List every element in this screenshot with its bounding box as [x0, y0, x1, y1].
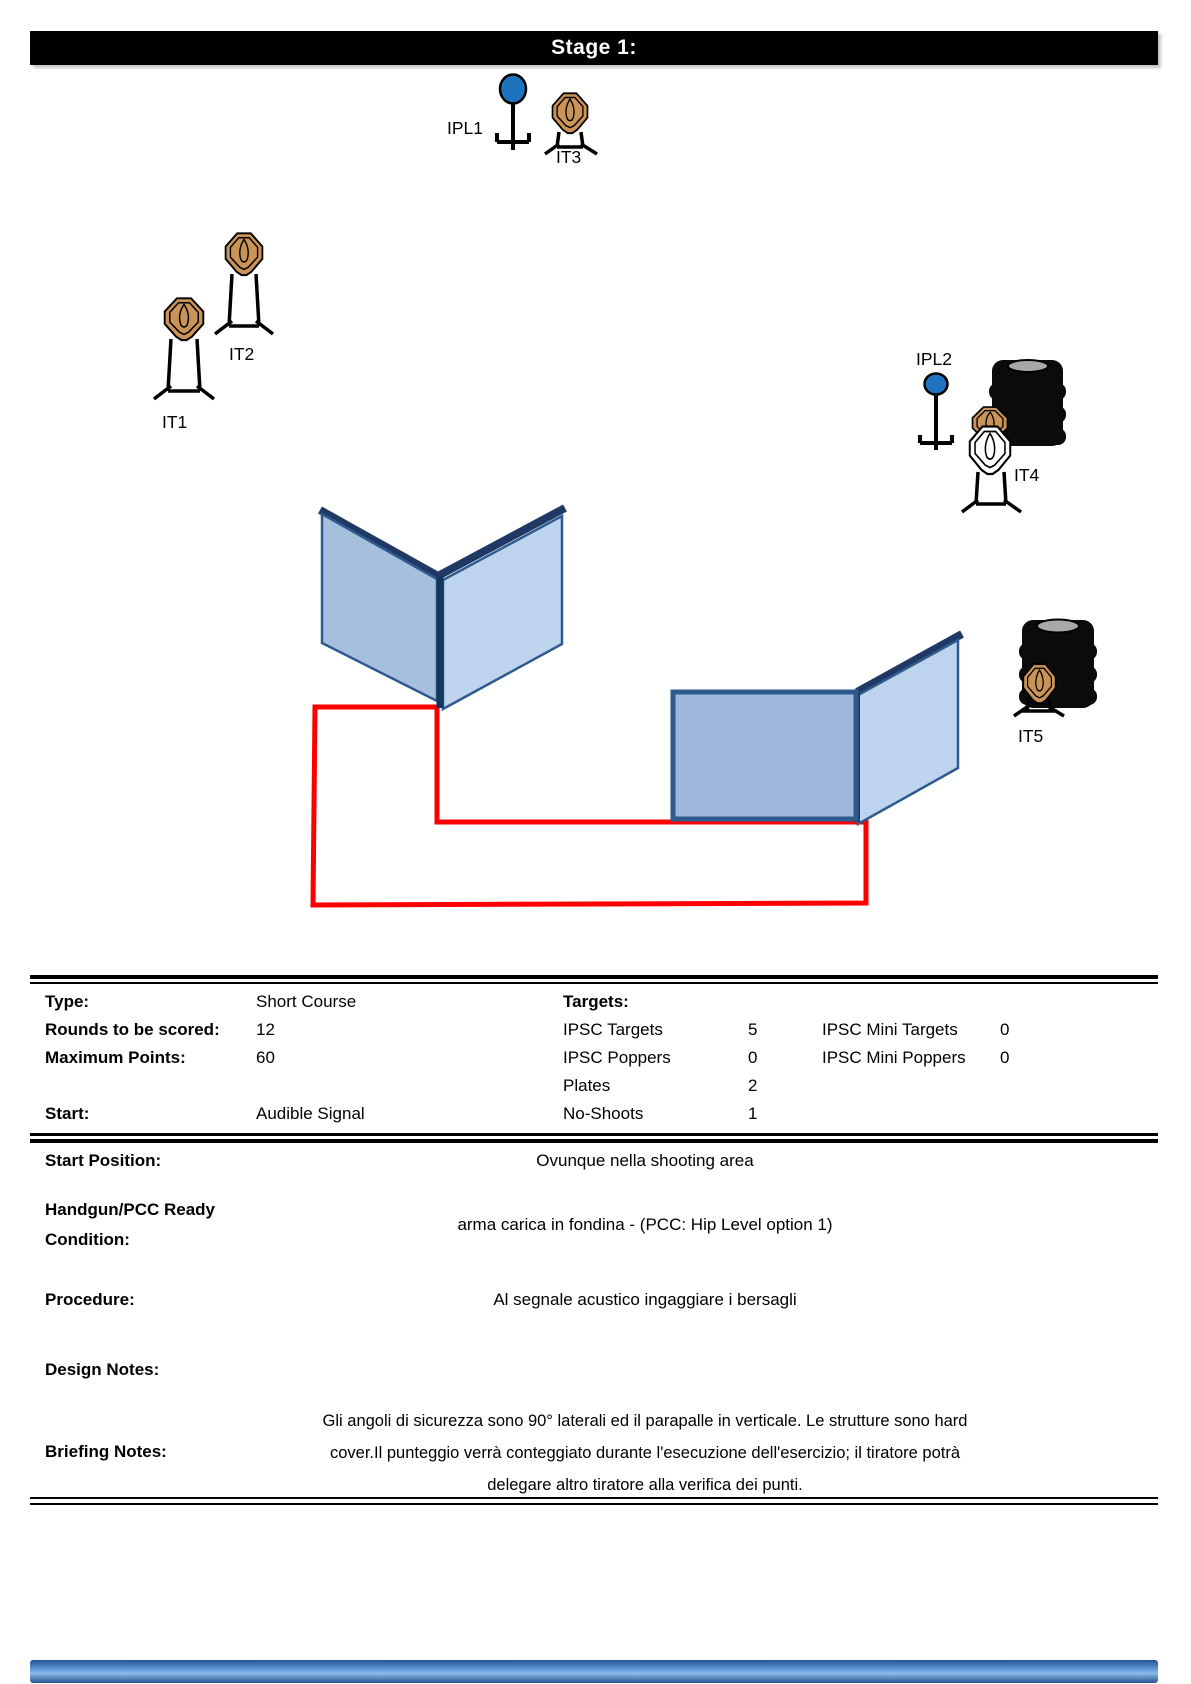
ipsc-target-head	[226, 233, 263, 275]
targets-header: Targets:	[563, 992, 629, 1011]
popper-stand	[497, 103, 529, 150]
target-count: 0	[1000, 1048, 1010, 1067]
row-value: 60	[256, 1048, 275, 1067]
label-ipl1: IPL1	[447, 118, 483, 138]
label-it3: IT3	[556, 147, 582, 167]
wall-right-angled-panel	[858, 640, 958, 824]
target-count: 0	[748, 1048, 758, 1067]
page-footer-bar	[30, 1660, 1158, 1683]
row-value: Audible Signal	[256, 1104, 365, 1123]
popper-plate	[925, 374, 948, 395]
section-label-start-position: Start Position:	[45, 1151, 162, 1170]
label-ipl2: IPL2	[916, 349, 952, 369]
stage-title: Stage 1:	[551, 36, 637, 59]
target-count: 1	[748, 1104, 758, 1123]
row-label: Maximum Points:	[45, 1048, 186, 1067]
row-label: Start:	[45, 1104, 90, 1123]
no-shoot-target-head	[970, 427, 1010, 475]
target-stand	[962, 472, 1021, 512]
table-rule	[30, 982, 1158, 984]
row-value: Short Course	[256, 992, 357, 1011]
ipsc-target-head	[165, 298, 204, 340]
barrel-ring	[1019, 643, 1097, 660]
procedure-text: Al segnale acustico ingaggiare i bersagli	[493, 1290, 797, 1309]
target-type: IPSC Mini Poppers	[822, 1048, 966, 1067]
briefing-line: cover.Il punteggio verrà conteggiato durante l'esecuzione dell'esercizio; il tiratore potrà	[330, 1444, 960, 1462]
wall-v-structure	[320, 508, 565, 709]
barrel-lid	[1008, 360, 1048, 372]
table-row	[30, 1103, 1158, 1127]
popper-stand	[920, 394, 952, 450]
target-type: Plates	[563, 1076, 611, 1095]
ipsc-target-head	[553, 93, 588, 133]
barrel-ring	[989, 383, 1066, 400]
section-label-design-notes: Design Notes:	[45, 1360, 160, 1379]
table-row	[30, 1075, 1158, 1099]
row-label: Rounds to be scored:	[45, 1020, 220, 1039]
target-count: 5	[748, 1020, 758, 1039]
target-count: 0	[1000, 1020, 1010, 1039]
closing-rule	[30, 1503, 1158, 1505]
table-row	[30, 1019, 1158, 1043]
closing-rule	[30, 1497, 1158, 1499]
stage-info-table	[30, 975, 1158, 1143]
target-it1	[154, 298, 214, 399]
row-label: Type:	[45, 992, 90, 1011]
wall-right-structure	[673, 634, 962, 824]
target-stand	[154, 339, 214, 399]
target-type: IPSC Poppers	[563, 1048, 671, 1067]
section-label-ready-condition: Handgun/PCC Ready Condition:	[45, 1200, 216, 1249]
popper-plate	[500, 75, 526, 104]
table-row	[30, 1047, 1158, 1071]
section-label-briefing-notes: Briefing Notes:	[45, 1442, 167, 1461]
target-type: No-Shoots	[563, 1104, 644, 1123]
section-label-procedure: Procedure:	[45, 1290, 135, 1309]
label-it5: IT5	[1018, 726, 1044, 746]
target-it2	[215, 233, 273, 334]
table-row	[30, 991, 1158, 1015]
target-it3	[545, 93, 597, 154]
wall-right-front-panel	[673, 692, 856, 819]
target-type: IPSC Mini Targets	[822, 1020, 958, 1039]
target-stand	[215, 274, 273, 334]
briefing-line: delegare altro tiratore alla verifica dei punti.	[487, 1476, 803, 1494]
row-value: 12	[256, 1020, 275, 1039]
target-count: 2	[748, 1076, 758, 1095]
label-it4: IT4	[1014, 465, 1040, 485]
popper-ipl1	[497, 75, 529, 151]
briefing-line: Gli angoli di sicurezza sono 90° laterali ed il parapalle in verticale. Le strutture sono hard	[322, 1412, 968, 1430]
ready-condition-text: arma carica in fondina - (PCC: Hip Level option 1)	[457, 1215, 833, 1234]
popper-ipl2	[920, 374, 952, 451]
target-type: IPSC Targets	[563, 1020, 663, 1039]
label-it1: IT1	[162, 412, 188, 432]
table-rule	[30, 1133, 1158, 1136]
stage-sections	[30, 1143, 1158, 1513]
start-position-text: Ovunque nella shooting area	[536, 1151, 754, 1170]
table-rule	[30, 975, 1158, 979]
barrel-lid	[1037, 620, 1079, 633]
label-it2: IT2	[229, 344, 255, 364]
